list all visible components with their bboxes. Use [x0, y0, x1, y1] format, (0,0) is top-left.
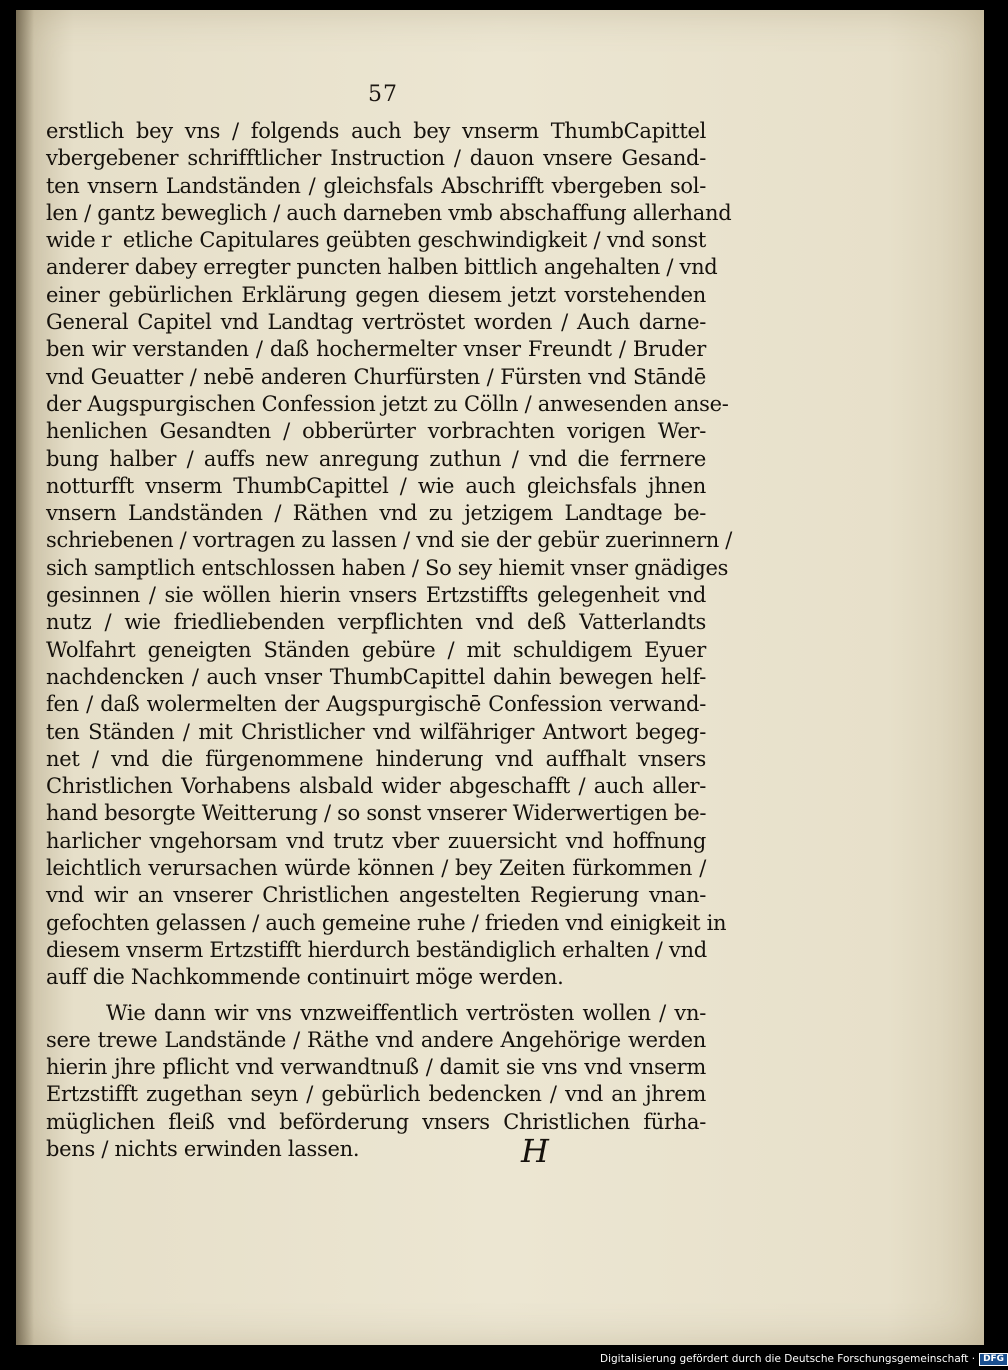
text-line: gesinnen / sie wöllen hierin vnsers Ertzstiffts gelegenheit vnd: [46, 583, 706, 608]
page-number: 57: [368, 82, 398, 107]
text-line: schriebenen / vortragen zu lassen / vnd sie der gebür zuerinnern /: [46, 528, 733, 553]
text-line: Wie dann wir vns vnzweiffentlich vertrösten wollen / vn-: [106, 1000, 706, 1025]
text-line: notturfft vnserm ThumbCapittel / wie auch gleichsfals jhnen: [46, 473, 706, 498]
text-line: einer gebürlichen Erklärung gegen diesem jetzt vorstehenden: [46, 282, 706, 307]
text-line: gefochten gelassen / auch gemeine ruhe / frieden vnd einigkeit in: [46, 910, 727, 935]
text-line: sere trewe Landstände / Räthe vnd andere Angehörige werden: [46, 1027, 706, 1052]
text-line: diesem vnserm Ertzstifft hierdurch beständiglich erhalten / vnd: [46, 937, 707, 962]
text-line: ben wir verstanden / daß hochermelter vnser Freundt / Bruder: [46, 337, 706, 362]
text-line: henlichen Gesandten / obberürter vorbrachten vorigen Wer-: [46, 419, 706, 444]
text-line: leichtlich verursachen würde können / bey Zeiten fürkommen /: [46, 856, 706, 881]
text-line: Christlichen Vorhabens alsbald wider abgeschafft / auch aller-: [46, 774, 706, 799]
text-line: sich samptlich entschlossen haben / So sey hiemit vnser gnädiges: [46, 555, 729, 580]
text-line: nutz / wie friedliebenden verpflichten vnd deß Vatterlandts: [46, 610, 706, 635]
text-line: bung halber / auffs new anregung zuthun / vnd die ferrnere: [46, 446, 706, 471]
text-line: net / vnd die fürgenommene hinderung vnd auffhalt vnsers: [46, 746, 706, 771]
text-line: müglichen fleiß vnd beförderung vnsers Christlichen fürha-: [46, 1109, 706, 1134]
page-gutter-shadow: [16, 10, 34, 1345]
text-line: anderer dabey erregter puncten halben bittlich angehalten / vnd: [46, 255, 718, 280]
text-line: der Augspurgischen Confession jetzt zu Cölln / anwesenden anse-: [46, 391, 729, 416]
text-line: harlicher vngehorsam vnd trutz vber zuuersicht vnd hoffnung: [46, 828, 706, 853]
footer-credit: [600, 1352, 1008, 1366]
text-line: vnsern Landständen / Räthen vnd zu jetzigem Landtage be-: [46, 501, 706, 526]
text-line: ten vnsern Landständen / gleichsfals Abschrifft vbergeben sol-: [46, 173, 706, 198]
text-line: Ertzstifft zugethan seyn / gebürlich bedencken / vnd an jhrem: [46, 1082, 706, 1107]
text-line: vnd Geuatter / nebē anderen Churfürsten / Fürsten vnd Stāndē: [46, 364, 706, 389]
footer-text: Digitalisierung gefördert durch die Deutsche Forschungsgemeinschaft ·: [600, 1353, 976, 1365]
text-line: vbergebener schrifftlicher Instruction / dauon vnsere Gesand-: [46, 146, 706, 171]
paragraph-2: [46, 1000, 706, 1164]
dfg-logo: DFG: [979, 1353, 1008, 1366]
text-line: hierin jhre pflicht vnd verwandtnuß / damit sie vns vnd vnserm: [46, 1055, 706, 1080]
catchword-signature: H: [521, 1132, 549, 1170]
text-line: bens / nichts erwinden lassen.: [46, 1136, 360, 1161]
book-page: [16, 10, 984, 1345]
text-block: [46, 118, 733, 1163]
text-line: fen / daß wolermelten der Augspurgischē Confession verwand-: [46, 692, 706, 717]
text-line: vnd wir an vnserer Christlichen angestelten Regierung vnan-: [46, 883, 706, 908]
text-line: len / gantz beweglich / auch darneben vmb abschaffung allerhand: [46, 200, 732, 225]
text-line: ten Ständen / mit Christlicher vnd wilfähriger Antwort begeg-: [46, 719, 706, 744]
text-line: erstlich bey vns / folgends auch bey vnserm ThumbCapittel: [46, 119, 706, 143]
text-line: hand besorgte Weitterung / so sonst vnserer Widerwertigen be-: [46, 801, 707, 826]
paragraph-1: [46, 118, 733, 992]
text-line: nachdencken / auch vnser ThumbCapittel dahin bewegen helf-: [46, 664, 706, 689]
text-line: Wolfahrt geneigten Ständen gebüre / mit schuldigem Eyuer: [46, 637, 706, 662]
paragraph-gap: [46, 992, 706, 1000]
text-line: wideｒ etliche Capitulares geübten geschwindigkeit / vnd sonst: [46, 228, 706, 253]
text-line: auff die Nachkommende continuirt möge werden.: [46, 965, 564, 990]
text-line: General Capitel vnd Landtag vertröstet worden / Auch darne-: [46, 310, 706, 335]
